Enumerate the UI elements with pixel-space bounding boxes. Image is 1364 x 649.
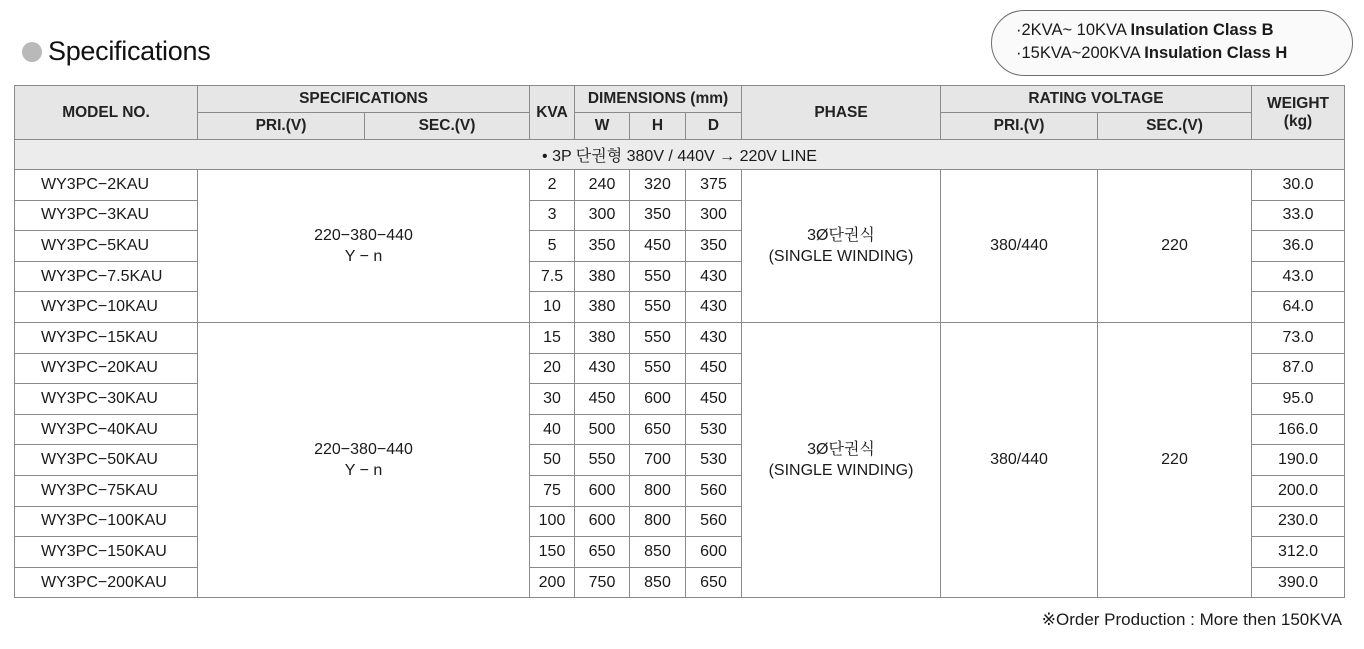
weight-cell: 390.0 <box>1252 567 1345 598</box>
model-cell: WY3PC−150KAU <box>15 537 198 568</box>
header-dim-w: W <box>575 113 630 140</box>
kva-cell: 3 <box>530 200 575 231</box>
dim-h-cell: 650 <box>630 414 686 445</box>
dim-w-cell: 450 <box>575 384 630 415</box>
specifications-table <box>14 85 1345 598</box>
phase-type-line: 3Ø단권식 <box>807 441 875 459</box>
dim-h-cell: 550 <box>630 353 686 384</box>
model-cell: WY3PC−50KAU <box>15 445 198 476</box>
spec-connection-line: Y − n <box>344 247 383 265</box>
header-spec-sec: SEC.(V) <box>365 113 530 140</box>
dim-h-cell: 550 <box>630 292 686 323</box>
dim-d-cell: 450 <box>686 384 742 415</box>
weight-cell: 166.0 <box>1252 414 1345 445</box>
insulation-note-line <box>1016 42 1352 65</box>
table-header <box>15 86 1345 140</box>
header-rating-pri: PRI.(V) <box>941 113 1098 140</box>
rating-pri-cell: 380/440 <box>941 322 1098 597</box>
dim-d-cell: 430 <box>686 322 742 353</box>
spec-voltage-cell <box>198 170 530 323</box>
kva-cell: 100 <box>530 506 575 537</box>
dim-d-cell: 530 <box>686 445 742 476</box>
kva-cell: 75 <box>530 475 575 506</box>
dim-w-cell: 600 <box>575 506 630 537</box>
dim-h-cell: 550 <box>630 261 686 292</box>
dim-d-cell: 600 <box>686 537 742 568</box>
weight-cell: 95.0 <box>1252 384 1345 415</box>
dim-d-cell: 375 <box>686 170 742 201</box>
weight-cell: 43.0 <box>1252 261 1345 292</box>
dim-w-cell: 380 <box>575 322 630 353</box>
table-body <box>15 140 1345 598</box>
dim-d-cell: 560 <box>686 506 742 537</box>
dim-w-cell: 430 <box>575 353 630 384</box>
model-cell: WY3PC−2KAU <box>15 170 198 201</box>
dim-w-cell: 380 <box>575 292 630 323</box>
spec-connection-line: Y − n <box>344 462 383 480</box>
model-cell: WY3PC−100KAU <box>15 506 198 537</box>
weight-cell: 30.0 <box>1252 170 1345 201</box>
kva-cell: 2 <box>530 170 575 201</box>
kva-cell: 200 <box>530 567 575 598</box>
header-weight <box>1252 86 1345 140</box>
header-weight-unit: (kg) <box>1283 112 1313 130</box>
dim-h-cell: 350 <box>630 200 686 231</box>
header-weight-label: WEIGHT <box>1267 94 1330 112</box>
insulation-class: Insulation Class H <box>1144 44 1288 62</box>
kva-cell: 5 <box>530 231 575 262</box>
dim-d-cell: 450 <box>686 353 742 384</box>
model-cell: WY3PC−200KAU <box>15 567 198 598</box>
model-cell: WY3PC−40KAU <box>15 414 198 445</box>
dim-w-cell: 550 <box>575 445 630 476</box>
dim-d-cell: 300 <box>686 200 742 231</box>
dim-h-cell: 800 <box>630 475 686 506</box>
dim-h-cell: 600 <box>630 384 686 415</box>
phase-type-line: 3Ø단권식 <box>807 226 875 244</box>
dim-w-cell: 650 <box>575 537 630 568</box>
dim-d-cell: 430 <box>686 292 742 323</box>
dim-w-cell: 350 <box>575 231 630 262</box>
table-row <box>15 322 1345 353</box>
header-rating-voltage: RATING VOLTAGE <box>941 86 1252 113</box>
kva-cell: 7.5 <box>530 261 575 292</box>
header-rating-sec: SEC.(V) <box>1098 113 1252 140</box>
dim-h-cell: 550 <box>630 322 686 353</box>
page-title: Specifications <box>48 36 211 66</box>
model-cell: WY3PC−20KAU <box>15 353 198 384</box>
kva-cell: 50 <box>530 445 575 476</box>
weight-cell: 36.0 <box>1252 231 1345 262</box>
spec-voltage-line: 220−380−440 <box>314 226 413 244</box>
dim-h-cell: 320 <box>630 170 686 201</box>
insulation-note-line <box>1016 19 1352 42</box>
spec-voltage-line: 220−380−440 <box>314 441 413 459</box>
rating-pri-cell: 380/440 <box>941 170 1098 323</box>
dim-d-cell: 650 <box>686 567 742 598</box>
dim-h-cell: 450 <box>630 231 686 262</box>
phase-cell <box>742 170 941 323</box>
insulation-class: Insulation Class B <box>1130 21 1274 39</box>
model-cell: WY3PC−10KAU <box>15 292 198 323</box>
header-spec-pri: PRI.(V) <box>198 113 365 140</box>
header-model: MODEL NO. <box>15 86 198 140</box>
header-dimensions: DIMENSIONS (mm) <box>575 86 742 113</box>
table-row <box>15 170 1345 201</box>
kva-cell: 150 <box>530 537 575 568</box>
weight-cell: 64.0 <box>1252 292 1345 323</box>
header-kva: KVA <box>530 86 575 140</box>
dim-h-cell: 700 <box>630 445 686 476</box>
weight-cell: 230.0 <box>1252 506 1345 537</box>
bullet-circle-icon <box>22 42 42 62</box>
dim-w-cell: 500 <box>575 414 630 445</box>
header-phase: PHASE <box>742 86 941 140</box>
kva-cell: 40 <box>530 414 575 445</box>
dim-w-cell: 300 <box>575 200 630 231</box>
line-type-row <box>15 140 1345 170</box>
phase-winding-line: (SINGLE WINDING) <box>768 247 914 265</box>
model-cell: WY3PC−30KAU <box>15 384 198 415</box>
model-cell: WY3PC−3KAU <box>15 200 198 231</box>
kva-cell: 15 <box>530 322 575 353</box>
spec-voltage-cell <box>198 322 530 597</box>
kva-cell: 20 <box>530 353 575 384</box>
header-dim-h: H <box>630 113 686 140</box>
line-type-label: • 3P 단권형 380V / 440V → 220V LINE <box>15 140 1345 170</box>
dim-w-cell: 380 <box>575 261 630 292</box>
dim-w-cell: 600 <box>575 475 630 506</box>
kva-cell: 30 <box>530 384 575 415</box>
header-dim-d: D <box>686 113 742 140</box>
page-title-group <box>22 36 210 67</box>
rating-sec-cell: 220 <box>1098 322 1252 597</box>
weight-cell: 190.0 <box>1252 445 1345 476</box>
weight-cell: 73.0 <box>1252 322 1345 353</box>
phase-winding-line: (SINGLE WINDING) <box>768 462 914 480</box>
kva-cell: 10 <box>530 292 575 323</box>
rating-sec-cell: 220 <box>1098 170 1252 323</box>
insulation-range: ·15KVA~200KVA <box>1016 44 1140 62</box>
dim-w-cell: 750 <box>575 567 630 598</box>
insulation-range: ·2KVA~ 10KVA <box>1016 21 1126 39</box>
dim-h-cell: 800 <box>630 506 686 537</box>
weight-cell: 87.0 <box>1252 353 1345 384</box>
dim-d-cell: 430 <box>686 261 742 292</box>
phase-cell <box>742 322 941 597</box>
dim-w-cell: 240 <box>575 170 630 201</box>
model-cell: WY3PC−5KAU <box>15 231 198 262</box>
model-cell: WY3PC−75KAU <box>15 475 198 506</box>
dim-d-cell: 560 <box>686 475 742 506</box>
dim-d-cell: 350 <box>686 231 742 262</box>
weight-cell: 200.0 <box>1252 475 1345 506</box>
order-production-footnote: ※Order Production : More then 150KVA <box>1041 610 1342 629</box>
weight-cell: 33.0 <box>1252 200 1345 231</box>
insulation-class-note <box>991 10 1353 76</box>
header-specifications: SPECIFICATIONS <box>198 86 530 113</box>
dim-h-cell: 850 <box>630 567 686 598</box>
model-cell: WY3PC−7.5KAU <box>15 261 198 292</box>
model-cell: WY3PC−15KAU <box>15 322 198 353</box>
dim-d-cell: 530 <box>686 414 742 445</box>
dim-h-cell: 850 <box>630 537 686 568</box>
weight-cell: 312.0 <box>1252 537 1345 568</box>
